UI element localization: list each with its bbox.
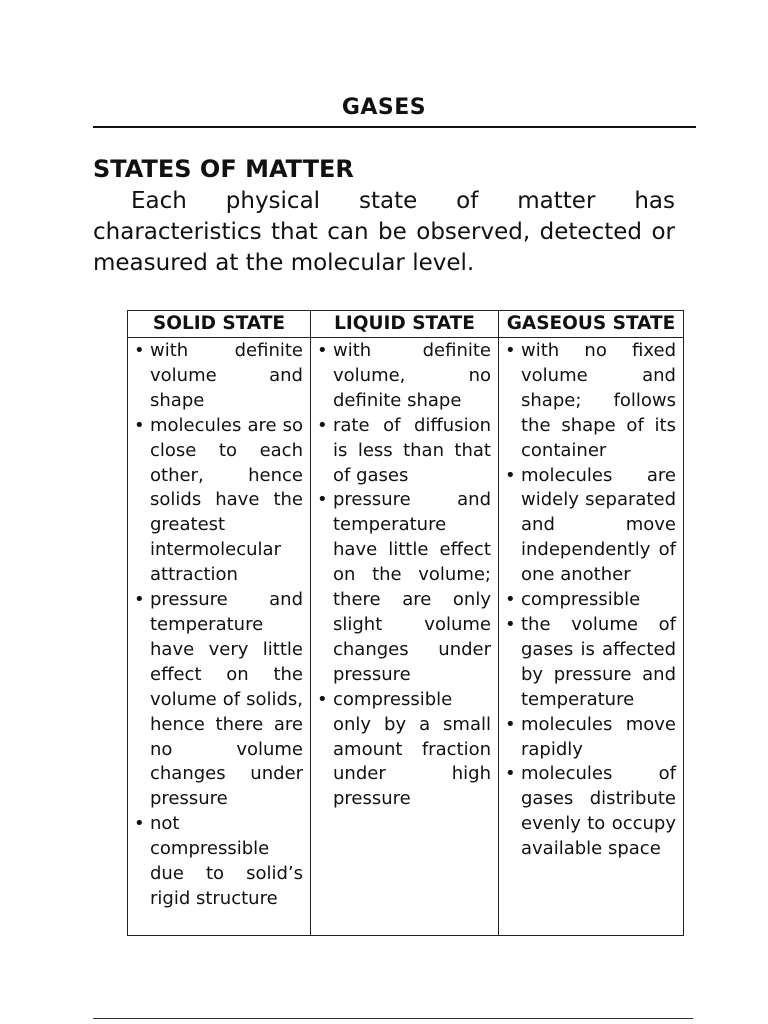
solid-state-cell: [128, 338, 311, 936]
gaseous-state-list: [503, 339, 676, 862]
list-item: • compressible: [503, 588, 676, 613]
solid-state-list: [132, 339, 303, 912]
list-item: • pressure and temperature have very little effect on the volume of solids, hence there are no volume changes under pressure: [132, 588, 303, 812]
section-title: STATES OF MATTER: [93, 155, 354, 183]
header-solid-state: SOLID STATE: [128, 311, 311, 338]
list-item: • pressure and temperature have little effect on the volume; there are only slight volume changes under pressure: [315, 488, 491, 687]
page-heading: GASES: [341, 95, 427, 120]
list-item: • compressible only by a small amount fraction under high pressure: [315, 688, 491, 813]
heading-underline: [93, 126, 696, 128]
list-item: • molecules move rapidly: [503, 713, 676, 763]
liquid-state-list: [315, 339, 491, 812]
table-body-row: [128, 338, 684, 936]
list-item: • molecules of gases distribute evenly to occupy available space: [503, 762, 676, 862]
list-item: • the volume of gases is affected by pressure and temperature: [503, 613, 676, 713]
table-header-row: [128, 311, 684, 338]
header-gaseous-state: GASEOUS STATE: [499, 311, 684, 338]
list-item: • not compressible due to solid’s rigid structure: [132, 812, 303, 912]
list-item: • molecules are widely separated and move independently of one another: [503, 464, 676, 589]
list-item: • rate of diffusion is less than that of gases: [315, 414, 491, 489]
list-item: • with definite volume and shape: [132, 339, 303, 414]
states-of-matter-table: [127, 310, 684, 936]
header-liquid-state: LIQUID STATE: [311, 311, 499, 338]
intro-paragraph: Each physical state of matter has characteristics that can be observed, detected or measured at the molecular level.: [93, 188, 675, 276]
list-item: • with no fixed volume and shape; follows the shape of its container: [503, 339, 676, 464]
gaseous-state-cell: [499, 338, 684, 936]
liquid-state-cell: [311, 338, 499, 936]
footer-rule: [93, 1018, 693, 1019]
list-item: • molecules are so close to each other, hence solids have the greatest intermolecular attraction: [132, 414, 303, 588]
list-item: • with definite volume, no definite shape: [315, 339, 491, 414]
